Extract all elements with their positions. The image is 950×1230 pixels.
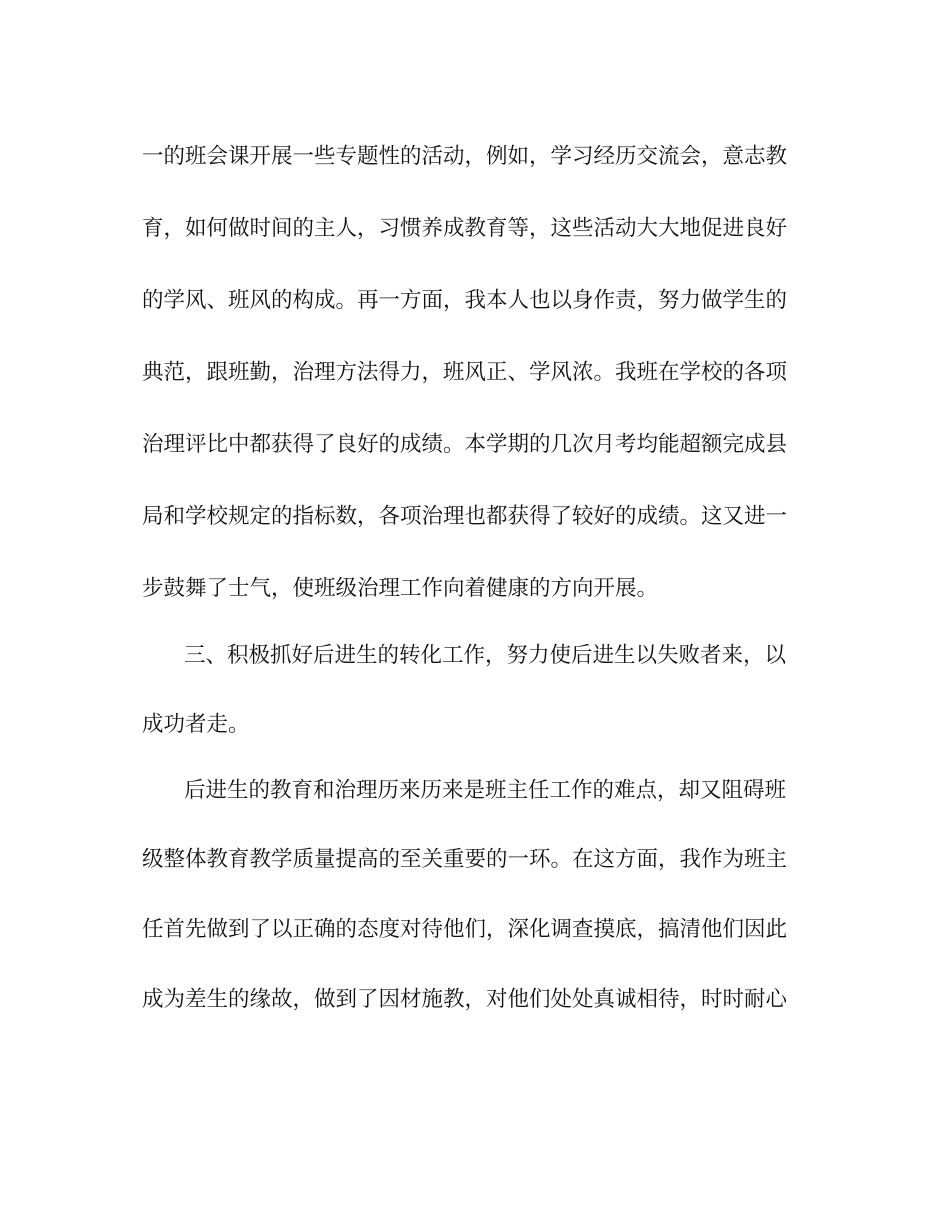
text-line-6: 局和学校规定的指标数，各项治理也都获得了较好的成绩。这又进一 bbox=[142, 504, 788, 529]
text-line-2: 育，如何做时间的主人，习惯养成教育等，这些活动大大地促进良好 bbox=[142, 216, 788, 241]
paragraph-line-3: 任首先做到了以正确的态度对待他们，深化调查摸底，搞清他们因此 bbox=[142, 917, 788, 942]
text-line-4: 典范，跟班勤，治理方法得力，班风正、学风浓。我班在学校的各项 bbox=[142, 360, 788, 385]
text-line-5: 治理评比中都获得了良好的成绩。本学期的几次月考均能超额完成县 bbox=[142, 432, 788, 457]
text-line-3: 的学风、班风的构成。再一方面，我本人也以身作责，努力做学生的 bbox=[142, 288, 788, 313]
paragraph-line-1: 后进生的教育和治理历来历来是班主任工作的难点，却又阻碍班 bbox=[184, 778, 787, 803]
section-heading-line-1: 三、积极抓好后进生的转化工作，努力使后进生以失败者来，以 bbox=[184, 643, 787, 668]
section-heading-line-2: 成功者走。 bbox=[142, 712, 250, 737]
paragraph-line-2: 级整体教育教学质量提高的至关重要的一环。在这方面，我作为班主 bbox=[142, 847, 788, 872]
paragraph-line-4: 成为差生的缘故，做到了因材施教，对他们处处真诚相待，时时耐心 bbox=[142, 987, 788, 1012]
text-line-1: 一的班会课开展一些专题性的活动，例如，学习经历交流会，意志教 bbox=[142, 144, 788, 169]
text-line-7: 步鼓舞了士气，使班级治理工作向着健康的方向开展。 bbox=[142, 576, 659, 601]
